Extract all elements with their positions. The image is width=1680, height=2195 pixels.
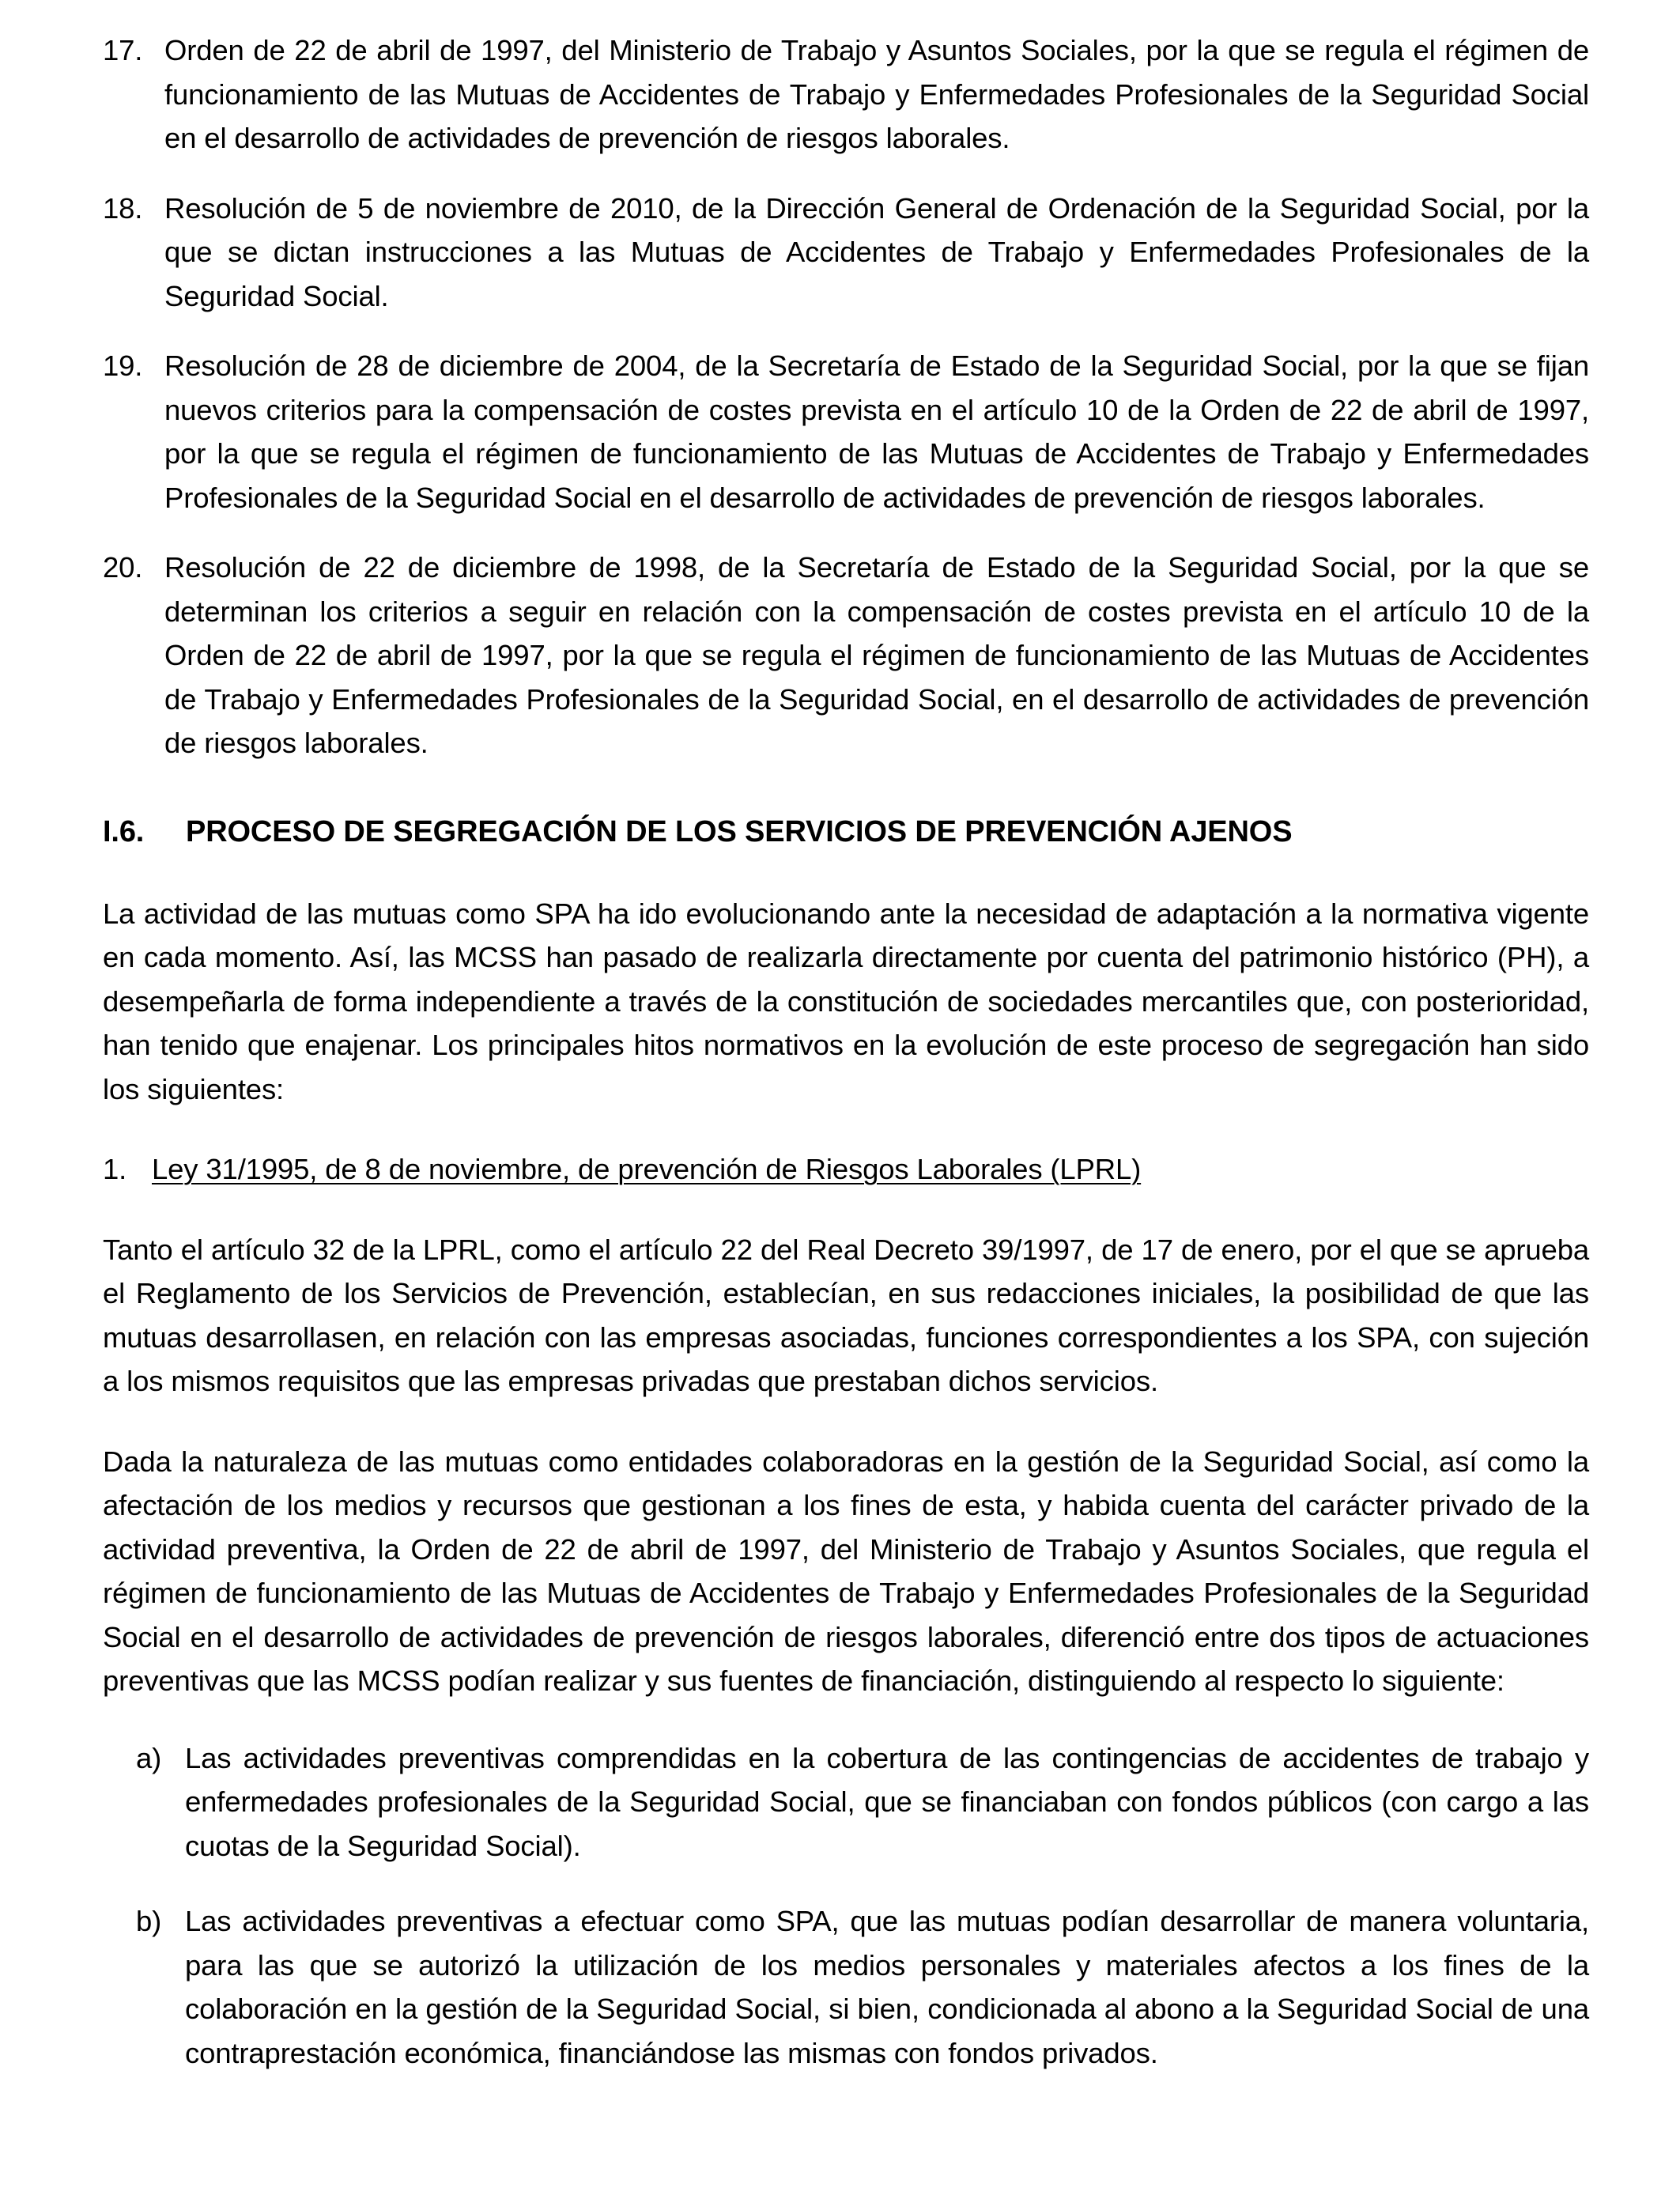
normative-numbered-list [103, 28, 1589, 765]
list-item-text: Resolución de 5 de noviembre de 2010, de la Dirección General de Ordenación de la Seguridad Social, por la que se dictan instrucciones a las Mutuas de Accidentes de Trabajo y Enfermedades Profesionales de la Seguridad Social. [164, 191, 1589, 312]
list-item-marker: 20. [103, 551, 143, 584]
list-item-marker: 17. [103, 34, 143, 66]
naturaleza-paragraph: Dada la naturaleza de las mutuas como entidades colaboradoras en la gestión de la Seguridad Social, así como la afectación de los medios y recursos que gestionan a los fines de esta, y habida cuenta del carácter privado de la actividad preventiva, la Orden de 22 de abril de 1997, del Ministerio de Trabajo y Asuntos Sociales, que regula el régimen de funcionamiento de las Mutuas de Accidentes de Trabajo y Enfermedades Profesionales de la Seguridad Social en el desarrollo de actividades de prevención de riesgos laborales, diferenció entre dos tipos de actuaciones preventivas que las MCSS podían realizar y sus fuentes de financiación, distinguiendo al respecto lo siguiente: [103, 1445, 1589, 1697]
list-item-marker: b) [136, 1905, 162, 1937]
list-item [103, 344, 1589, 519]
lprl-paragraph: Tanto el artículo 32 de la LPRL, como el artículo 22 del Real Decreto 39/1997, de 17 de enero, por el que se aprueba el Reglamento de los Servicios de Prevención, establecían, en sus redacciones iniciales, la posibilidad de que las mutuas desarrollasen, en relación con las empresas asociadas, funciones correspondientes a los SPA, con sujeción a los mismos requisitos que las empresas privadas que prestaban dichos servicios. [103, 1233, 1589, 1397]
list-item-text: Resolución de 28 de diciembre de 2004, de la Secretaría de Estado de la Seguridad Social, por la que se fijan nuevos criterios para la compensación de costes prevista en el artículo 10 de la Orden de 22 de abril de 1997, por la que se regula el régimen de funcionamiento de las Mutuas de Accidentes de Trabajo y Enfermedades Profesionales de la Seguridad Social en el desarrollo de actividades de prevención de riesgos laborales. [164, 349, 1589, 514]
list-item [103, 1147, 1589, 1192]
document-body [103, 28, 1589, 2075]
list-item-text: Resolución de 22 de diciembre de 1998, de la Secretaría de Estado de la Seguridad Social, por la que se determinan los criterios a seguir en relación con la compensación de costes prevista en el artículo 10 de la Orden de 22 de abril de 1997, por la que se regula el régimen de funcionamiento de las Mutuas de Accidentes de Trabajo y Enfermedades Profesionales de la Seguridad Social, en el desarrollo de actividades de prevención de riesgos laborales. [164, 551, 1589, 759]
list-item-marker: a) [136, 1741, 162, 1774]
sub-numbered-list [103, 1147, 1589, 1192]
section-title: PROCESO DE SEGREGACIÓN DE LOS SERVICIOS DE PREVENCIÓN AJENOS [186, 814, 1293, 848]
list-item [136, 1899, 1589, 2075]
list-item-text: Las actividades preventivas a efectuar como SPA, que las mutuas podían desarrollar de manera voluntaria, para las que se autorizó la utilización de los medios personales y materiales afectos a los fines de la colaboración en la gestión de la Seguridad Social, si bien, condicionada al abono a la Seguridad Social de una contraprestación económica, financiándose las mismas con fondos privados. [185, 1905, 1589, 2069]
list-item [103, 546, 1589, 765]
list-item [103, 28, 1589, 161]
list-item-marker: 1. [103, 1153, 127, 1185]
list-item-marker: 18. [103, 191, 143, 225]
list-item [103, 187, 1589, 319]
list-item-text: Orden de 22 de abril de 1997, del Ministerio de Trabajo y Asuntos Sociales, por la que se regula el régimen de funcionamiento de las Mutuas de Accidentes de Trabajo y Enfermedades Profesionales de la Seguridad Social en el desarrollo de actividades de prevención de riesgos laborales. [164, 34, 1589, 154]
list-item [136, 1736, 1589, 1868]
list-item-marker: 19. [103, 349, 143, 382]
lettered-list [103, 1736, 1589, 2076]
section-heading [103, 811, 1589, 852]
section-number: I.6. [103, 814, 145, 848]
list-item-text-underlined: Ley 31/1995, de 8 de noviembre, de prevención de Riesgos Laborales (LPRL) [152, 1153, 1142, 1185]
intro-paragraph: La actividad de las mutuas como SPA ha ido evolucionando ante la necesidad de adaptación a la normativa vigente en cada momento. Así, las MCSS han pasado de realizarla directamente por cuenta del patrimonio histórico (PH), a desempeñarla de forma independiente a través de la constitución de sociedades mercantiles que, con posterioridad, han tenido que enajenar. Los principales hitos normativos en la evolución de este proceso de segregación han sido los siguientes: [103, 897, 1589, 1105]
list-item-text: Las actividades preventivas comprendidas en la cobertura de las contingencias de accidentes de trabajo y enfermedades profesionales de la Seguridad Social, que se financiaban con fondos públicos (con cargo a las cuotas de la Seguridad Social). [185, 1741, 1589, 1862]
